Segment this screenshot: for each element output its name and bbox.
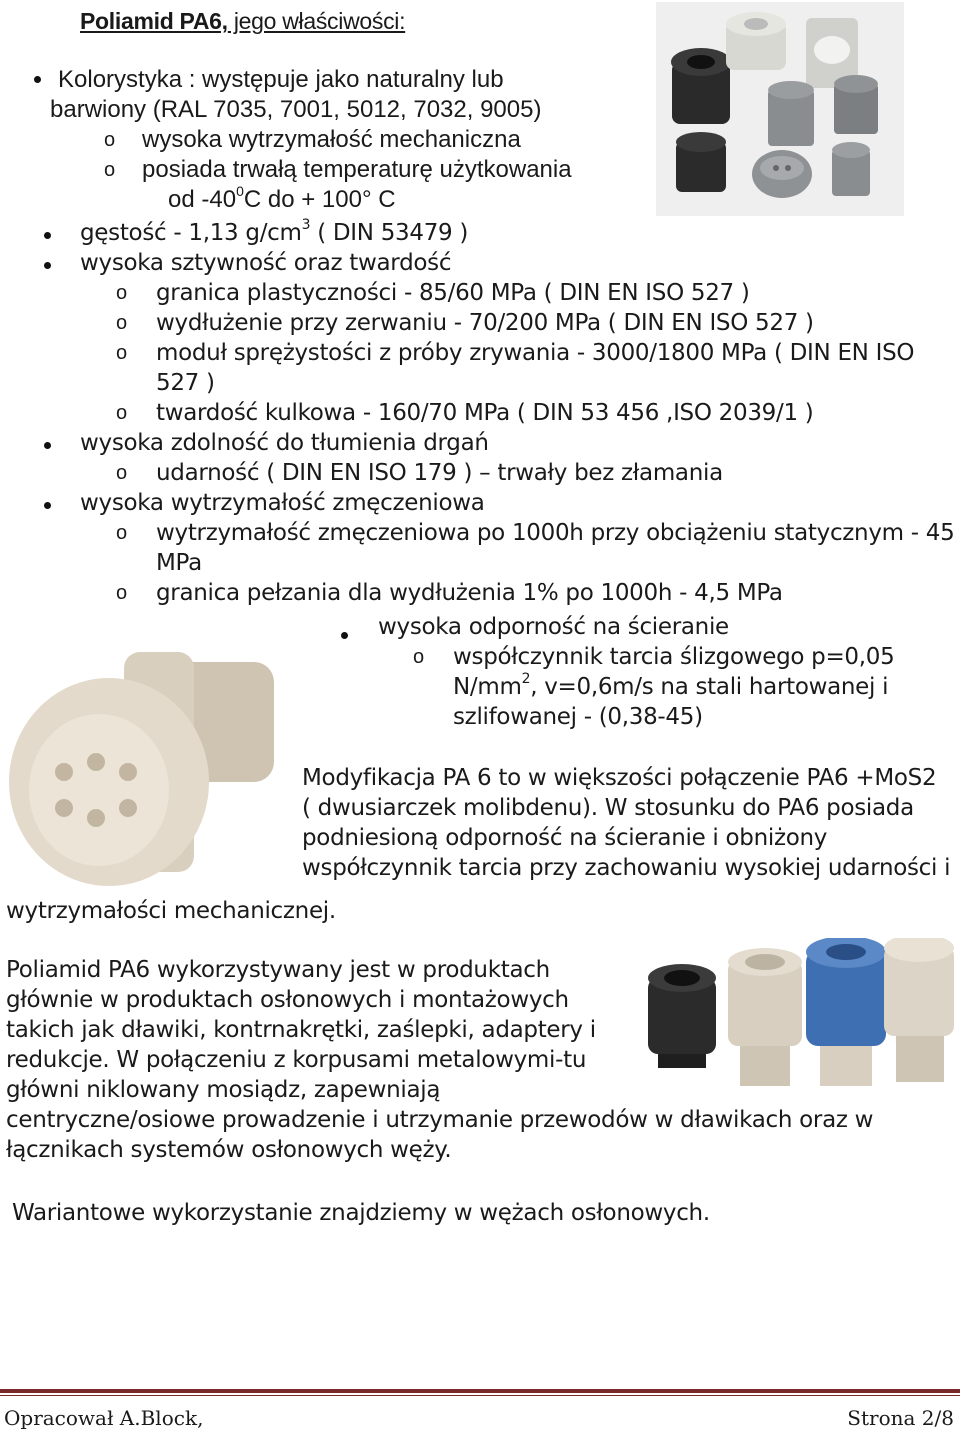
paragraph-line: redukcje. W połączeniu z korpusami metalowymi-tu bbox=[6, 1047, 587, 1073]
list-item: współczynnik tarcia ślizgowego p=0,05 bbox=[453, 644, 895, 670]
list-item: $N/mm^2$, v=0,6m/s na stali hartowanej i bbox=[453, 671, 889, 700]
bullet-circle-icon: o bbox=[116, 462, 128, 484]
bullet-disc-icon bbox=[44, 442, 51, 449]
bullet-circle-icon: o bbox=[104, 129, 116, 151]
paragraph-line: wytrzymałości mechanicznej. bbox=[6, 898, 336, 924]
list-item: granica pełzania dla wydłużenia 1% po 1000h - 4,5 MPa bbox=[156, 580, 783, 606]
paragraph-line: Wariantowe wykorzystanie znajdziemy w wężach osłonowych. bbox=[12, 1200, 710, 1226]
bullet-disc-icon bbox=[34, 76, 41, 83]
list-item: twardość kulkowa - 160/70 MPa ( DIN 53 456 ,ISO 2039/1 ) bbox=[156, 400, 814, 426]
bullet-circle-icon: o bbox=[104, 159, 116, 181]
beige-cable-gland-image bbox=[4, 622, 284, 894]
paragraph-line: centryczne/osiowe prowadzenie i utrzymanie przewodów w dławikach oraz w bbox=[6, 1107, 874, 1133]
paragraph-line: głównie w produktach osłonowych i montażowych bbox=[6, 987, 569, 1013]
bullet-circle-icon: o bbox=[116, 312, 128, 334]
bullet-circle-icon: o bbox=[116, 522, 128, 544]
bullet-circle-icon: o bbox=[116, 402, 128, 424]
bullet-disc-icon bbox=[44, 262, 51, 269]
list-item: wysoka sztywność oraz twardość bbox=[80, 250, 452, 276]
list-item: MPa bbox=[156, 550, 202, 576]
bullet-disc-icon bbox=[44, 502, 51, 509]
list-item: posiada trwałą temperaturę użytkowania bbox=[142, 156, 572, 183]
footer-rule bbox=[0, 1389, 960, 1393]
bullet-circle-icon: o bbox=[413, 646, 425, 668]
footer-page-number: Strona 2/8 bbox=[847, 1406, 954, 1430]
list-item: od $-40^0C$ do + 100° C bbox=[168, 183, 396, 213]
paragraph-line: Modyfikacja PA 6 to w większości połączenie PA6 +MoS2 bbox=[302, 765, 937, 791]
list-item: wysoka wytrzymałość mechaniczna bbox=[142, 126, 521, 153]
bullet-disc-icon bbox=[44, 232, 51, 239]
list-item: wysoka odporność na ścieranie bbox=[378, 614, 729, 640]
page-title: Poliamid PA6, jego właściwości: bbox=[80, 8, 406, 34]
list-item: 527 ) bbox=[156, 370, 215, 396]
list-item: udarność ( DIN EN ISO 179 ) – trwały bez złamania bbox=[156, 460, 723, 486]
list-item: moduł sprężystości z próby zrywania - 3000/1800 MPa ( DIN EN ISO bbox=[156, 340, 915, 366]
list-item: Kolorystyka : występuje jako naturalny lub bbox=[58, 66, 504, 93]
list-item: barwiony (RAL 7035, 7001, 5012, 7032, 9005) bbox=[50, 96, 542, 123]
list-item: wytrzymałość zmęczeniowa po 1000h przy obciążeniu statycznym - 45 bbox=[156, 520, 955, 546]
paragraph-line: ( dwusiarczek molibdenu). W stosunku do PA6 posiada bbox=[302, 795, 914, 821]
list-item: wysoka wytrzymałość zmęczeniowa bbox=[80, 490, 485, 516]
paragraph-line: główni niklowany mosiądz, zapewniają bbox=[6, 1077, 441, 1103]
bullet-disc-icon bbox=[341, 632, 348, 639]
footer-author: Opracował A.Block, bbox=[4, 1406, 204, 1430]
list-item: gęstość - 1,13 $g/cm^3$ ( DIN 53479 ) bbox=[80, 217, 469, 246]
bullet-circle-icon: o bbox=[116, 282, 128, 304]
paragraph-line: współczynnik tarcia przy zachowaniu wysokiej udarności i bbox=[302, 855, 951, 881]
paragraph-line: łącznikach systemów osłonowych węży. bbox=[6, 1137, 452, 1163]
bullet-circle-icon: o bbox=[116, 342, 128, 364]
list-item: wydłużenie przy zerwaniu - 70/200 MPa ( DIN EN ISO 527 ) bbox=[156, 310, 814, 336]
cable-glands-image-top bbox=[656, 2, 904, 216]
footer-rule-thin bbox=[0, 1395, 960, 1396]
bullet-circle-icon: o bbox=[116, 582, 128, 604]
list-item: szlifowanej - (0,38-45) bbox=[453, 704, 703, 730]
list-item: granica plastyczności - 85/60 MPa ( DIN EN ISO 527 ) bbox=[156, 280, 750, 306]
list-item: wysoka zdolność do tłumienia drgań bbox=[80, 430, 489, 456]
cable-glands-image-bottom bbox=[644, 938, 960, 1108]
paragraph-line: Poliamid PA6 wykorzystywany jest w produktach bbox=[6, 957, 550, 983]
paragraph-line: takich jak dławiki, kontrnakrętki, zaślepki, adaptery i bbox=[6, 1017, 596, 1043]
paragraph-line: podniesioną odporność na ścieranie i obniżony bbox=[302, 825, 828, 851]
